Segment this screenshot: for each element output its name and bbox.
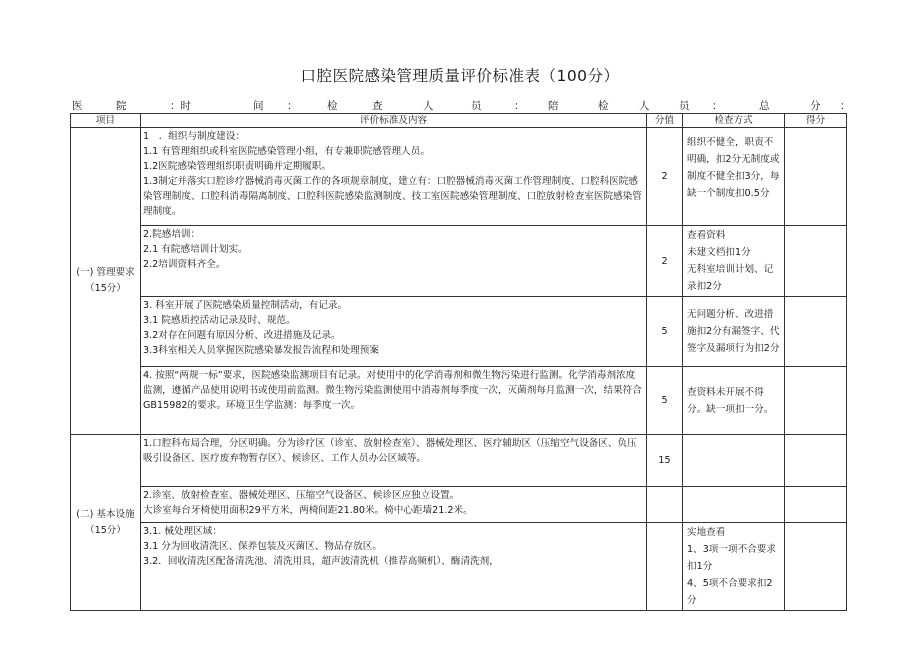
header-criteria: 评价标准及内容 — [141, 114, 647, 128]
criteria-line: 3.2对存在问题有原因分析、改进措施及记录。 — [143, 330, 341, 341]
info-char: 查 — [372, 100, 383, 112]
score-cell: 2 — [647, 226, 683, 297]
method-cell — [683, 487, 785, 523]
criteria-line: 3.2．回收清洗区配备清洗池、清洗用具，超声波清洗机（推荐高频机）、酶清洗剂， — [143, 556, 499, 567]
points-cell — [785, 297, 847, 367]
criteria-line: 4. 按照“两规一标”要求，医院感染监测项目有记录。对使用中的化学消毒剂和微生物污染进行监测。化学消毒剂浓度监测，遵循产品使用说明书或使用前监测。微生物污染监测使用中消毒剂每季度一次，灭菌剂每月监测一次，结果符合GB15982的要求。环境卫生学监测：每季度一次。 — [143, 370, 642, 411]
criteria-line: 2.诊室、放射检查室、器械处理区、压缩空气设备区、候诊区应独立设置。 — [143, 490, 460, 501]
info-char: 员 — [471, 100, 482, 112]
info-char: 检 — [327, 100, 338, 112]
info-char: 总 — [759, 100, 770, 112]
page-title: 口腔医院感染管理质量评价标准表（100分） — [300, 67, 620, 85]
points-cell — [785, 523, 847, 611]
criteria-line: 1 ．组织与制度建设： — [143, 131, 246, 142]
criteria-line: 3.1 院感质控活动记录及时、规范。 — [143, 315, 296, 326]
category-cell: (二) 基本设施（15分） — [71, 435, 141, 611]
info-char: 人 — [423, 100, 434, 112]
info-char: 间 — [253, 100, 264, 112]
score-cell: 5 — [647, 367, 683, 435]
info-char: 员 — [679, 100, 690, 112]
method-cell: 组织不健全，职责不明确，扣2分无制度或制度不健全扣3分，每缺一个制度扣0.5分 — [683, 128, 785, 226]
points-cell — [785, 226, 847, 297]
criteria-line: 大诊室每台牙椅使用面积29平方米，两椅间距21.80米。椅中心距墙21.2米。 — [143, 505, 473, 516]
criteria-cell — [141, 367, 647, 435]
method-cell: 查资料未开展不得分。缺一项扣一分。 — [683, 367, 785, 435]
criteria-line: 2.2培训资料齐全。 — [143, 259, 226, 270]
points-cell — [785, 435, 847, 487]
info-row — [72, 98, 851, 112]
score-cell — [647, 523, 683, 611]
points-cell — [785, 367, 847, 435]
criteria-line: 3.3科室相关人员掌握医院感染暴发报告流程和处理预案 — [143, 345, 379, 356]
criteria-line: 1.3制定并落实口腔诊疗器械消毒灭菌工作的各项规章制度，建立有：口腔器械消毒灭菌工作管理制度、口腔科医院感染管理制度、口腔科消毒隔离制度、口腔科医院感染监测制度、技工室医院感染管理制度、口腔放射检查室医院感染管理制度。 — [143, 176, 642, 217]
info-char: 人 — [639, 100, 650, 112]
criteria-cell — [141, 435, 647, 487]
method-cell: 实地查看 1、3项一项不合要求扣1分 4、5项不合要求扣2分 — [683, 523, 785, 611]
table-row — [71, 523, 847, 611]
criteria-cell — [141, 523, 647, 611]
criteria-line: 2.院感培训： — [143, 229, 201, 240]
info-char: ： — [287, 100, 298, 112]
info-char: ：时 — [170, 100, 191, 112]
table-row — [71, 435, 847, 487]
table-row — [71, 226, 847, 297]
header-points: 得分 — [785, 114, 847, 128]
criteria-line: 1.1 有管理组织或科室医院感染管理小组，有专兼职院感管理人员。 — [143, 146, 430, 157]
criteria-cell — [141, 297, 647, 367]
info-char: ： — [840, 100, 851, 112]
score-cell: 15 — [647, 435, 683, 487]
score-cell — [647, 487, 683, 523]
table-row — [71, 297, 847, 367]
table-row — [71, 128, 847, 226]
info-char: ： — [514, 100, 525, 112]
method-cell: 查看资料 未建文档扣1分 无科室培训计划、记录扣2分 — [683, 226, 785, 297]
score-cell: 5 — [647, 297, 683, 367]
criteria-line: 1.口腔科布局合理，分区明确。分为诊疗区（诊室、放射检查室）、器械处理区、医疗辅助区（压缩空气设备区、负压吸引设备区、医疗废弃物暂存区）、候诊区、工作人员办公区域等。 — [143, 438, 637, 464]
criteria-cell — [141, 487, 647, 523]
criteria-line: 3.1 分为回收清洗区、保养包装及灭菌区、物品存放区。 — [143, 541, 382, 552]
points-cell — [785, 487, 847, 523]
score-cell: 2 — [647, 128, 683, 226]
method-cell: 无问题分析、改进措施扣2分有漏签字、代签字及漏项行为扣2分 — [683, 297, 785, 367]
criteria-cell — [141, 226, 647, 297]
info-char: 医 — [72, 100, 83, 112]
criteria-line: 2.1 有院感培训计划实。 — [143, 244, 248, 255]
table-row — [71, 487, 847, 523]
category-cell: (一) 管理要求（15分） — [71, 128, 141, 435]
info-char: 检 — [598, 100, 609, 112]
evaluation-table — [70, 113, 847, 611]
header-method: 检查方式 — [683, 114, 785, 128]
criteria-line: 3.1. 械处理区域： — [143, 526, 222, 537]
info-char: ： — [712, 100, 723, 112]
info-char: 陪 — [548, 100, 559, 112]
info-char: 分 — [810, 100, 821, 112]
method-cell — [683, 435, 785, 487]
header-item: 项目 — [71, 114, 141, 128]
table-row — [71, 367, 847, 435]
criteria-cell — [141, 128, 647, 226]
info-char: 院 — [116, 100, 127, 112]
table-header-row — [71, 114, 847, 128]
header-score: 分值 — [647, 114, 683, 128]
points-cell — [785, 128, 847, 226]
criteria-line: 3. 科室开展了医院感染质量控制活动，有记录。 — [143, 300, 348, 311]
criteria-line: 1.2医院感染管理组织职责明确并定期履职。 — [143, 161, 331, 172]
